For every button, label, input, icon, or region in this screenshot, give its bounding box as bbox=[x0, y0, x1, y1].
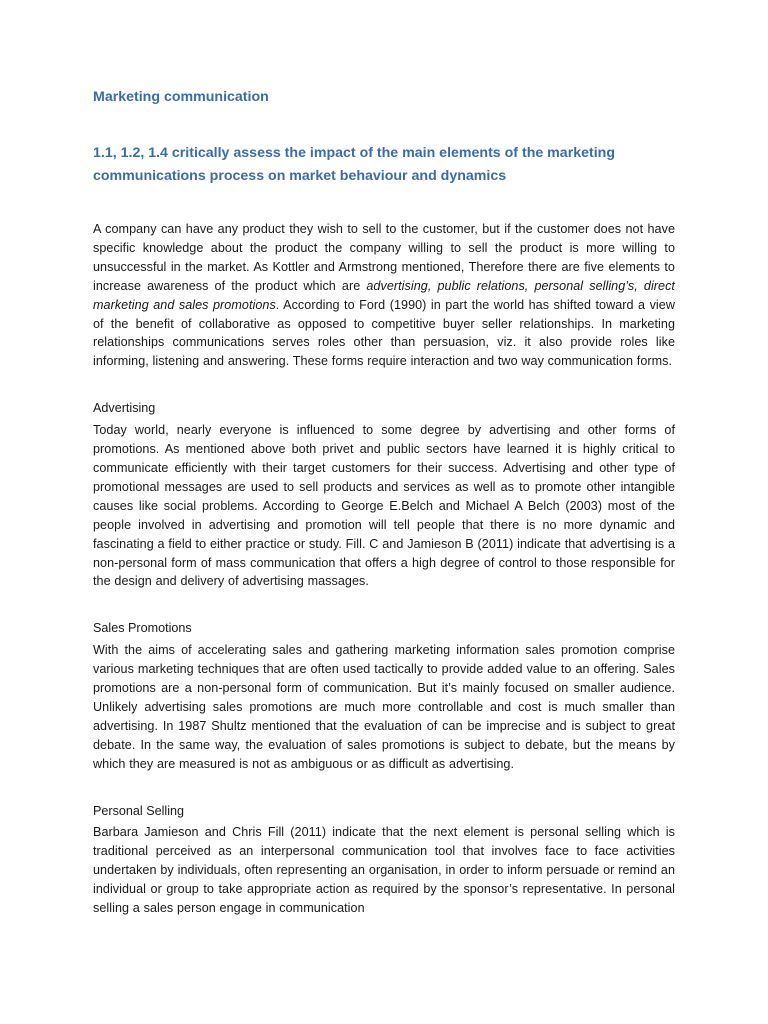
sales-promotions-paragraph: With the aims of accelerating sales and gathering marketing information sales promotion comprise various marketing techniques that are often used tactically to provide added value to an offering. Sales promotions are a non-personal form of communication. But it’s mainly focused on smaller audience. Unlikely advertising sales promotions are much more controllable and cost is much smaller than advertising. In 1987 Shultz mentioned that the evaluation of can be imprecise and is subject to great debate. In the same way, the evaluation of sales promotions is subject to debate, but the means by which they are measured is not as ambiguous or as difficult as advertising. bbox=[93, 643, 675, 771]
personal-selling-paragraph: Barbara Jamieson and Chris Fill (2011) indicate that the next element is personal selling which is traditional perceived as an interpersonal communication tool that involves face to face activities undertaken by individuals, often representing an organisation, in order to inform persuade or remind an individual or group to take appropriate action as required by the sponsor’s representative. In personal selling a sales person engage in communication bbox=[93, 825, 675, 916]
intro-paragraph bbox=[93, 220, 675, 371]
advertising-heading: Advertising bbox=[93, 401, 156, 416]
advertising-paragraph: Today world, nearly everyone is influenced to some degree by advertising and other forms of promotions. As mentioned above both privet and public sectors have learned it is highly critical to communicate efficiently with their target customers for their success. Advertising and other type of promotional messages are used to sell products and services as well as to promote other intangible causes like social problems. According to George E.Belch and Michael A Belch (2003) most of the people involved in advertising and promotion will tell people that there is no more dynamic and fascinating a field to either practice or study. Fill. C and Jamieson B (2011) indicate that advertising is a non-personal form of mass communication that offers a high degree of control to those responsible for the design and delivery of advertising massages. bbox=[93, 423, 675, 589]
intro-text-part2: . According to Ford (1990) in part the world has shifted toward a view of the benefit of collaborative as opposed to competitive buyer seller relationships. In marketing relationships communications serves roles other than persuasion, viz. it also provide roles like informing, listening and answering. These forms require interaction and two way communication forms. bbox=[93, 297, 675, 369]
intro-emphasis: advertising, public relations, personal selling’s, direct marketing and sales promotions bbox=[93, 278, 675, 312]
document-body bbox=[93, 86, 675, 918]
document-title: Marketing communication bbox=[93, 89, 269, 105]
intro-text-part1: A company can have any product they wish to sell to the customer, but if the customer does not have specific knowledge about the product the company willing to sell the product is more willing to unsuccessful in the market. As Kottler and Armstrong mentioned, Therefore there are five elements to increase awareness of the product which are bbox=[93, 222, 675, 293]
sales-promotions-heading: Sales Promotions bbox=[93, 621, 192, 636]
section-heading: 1.1, 1.2, 1.4 critically assess the impact of the main elements of the marketing communications process on market behaviour and dynamics bbox=[93, 145, 615, 184]
personal-selling-heading: Personal Selling bbox=[93, 803, 185, 818]
